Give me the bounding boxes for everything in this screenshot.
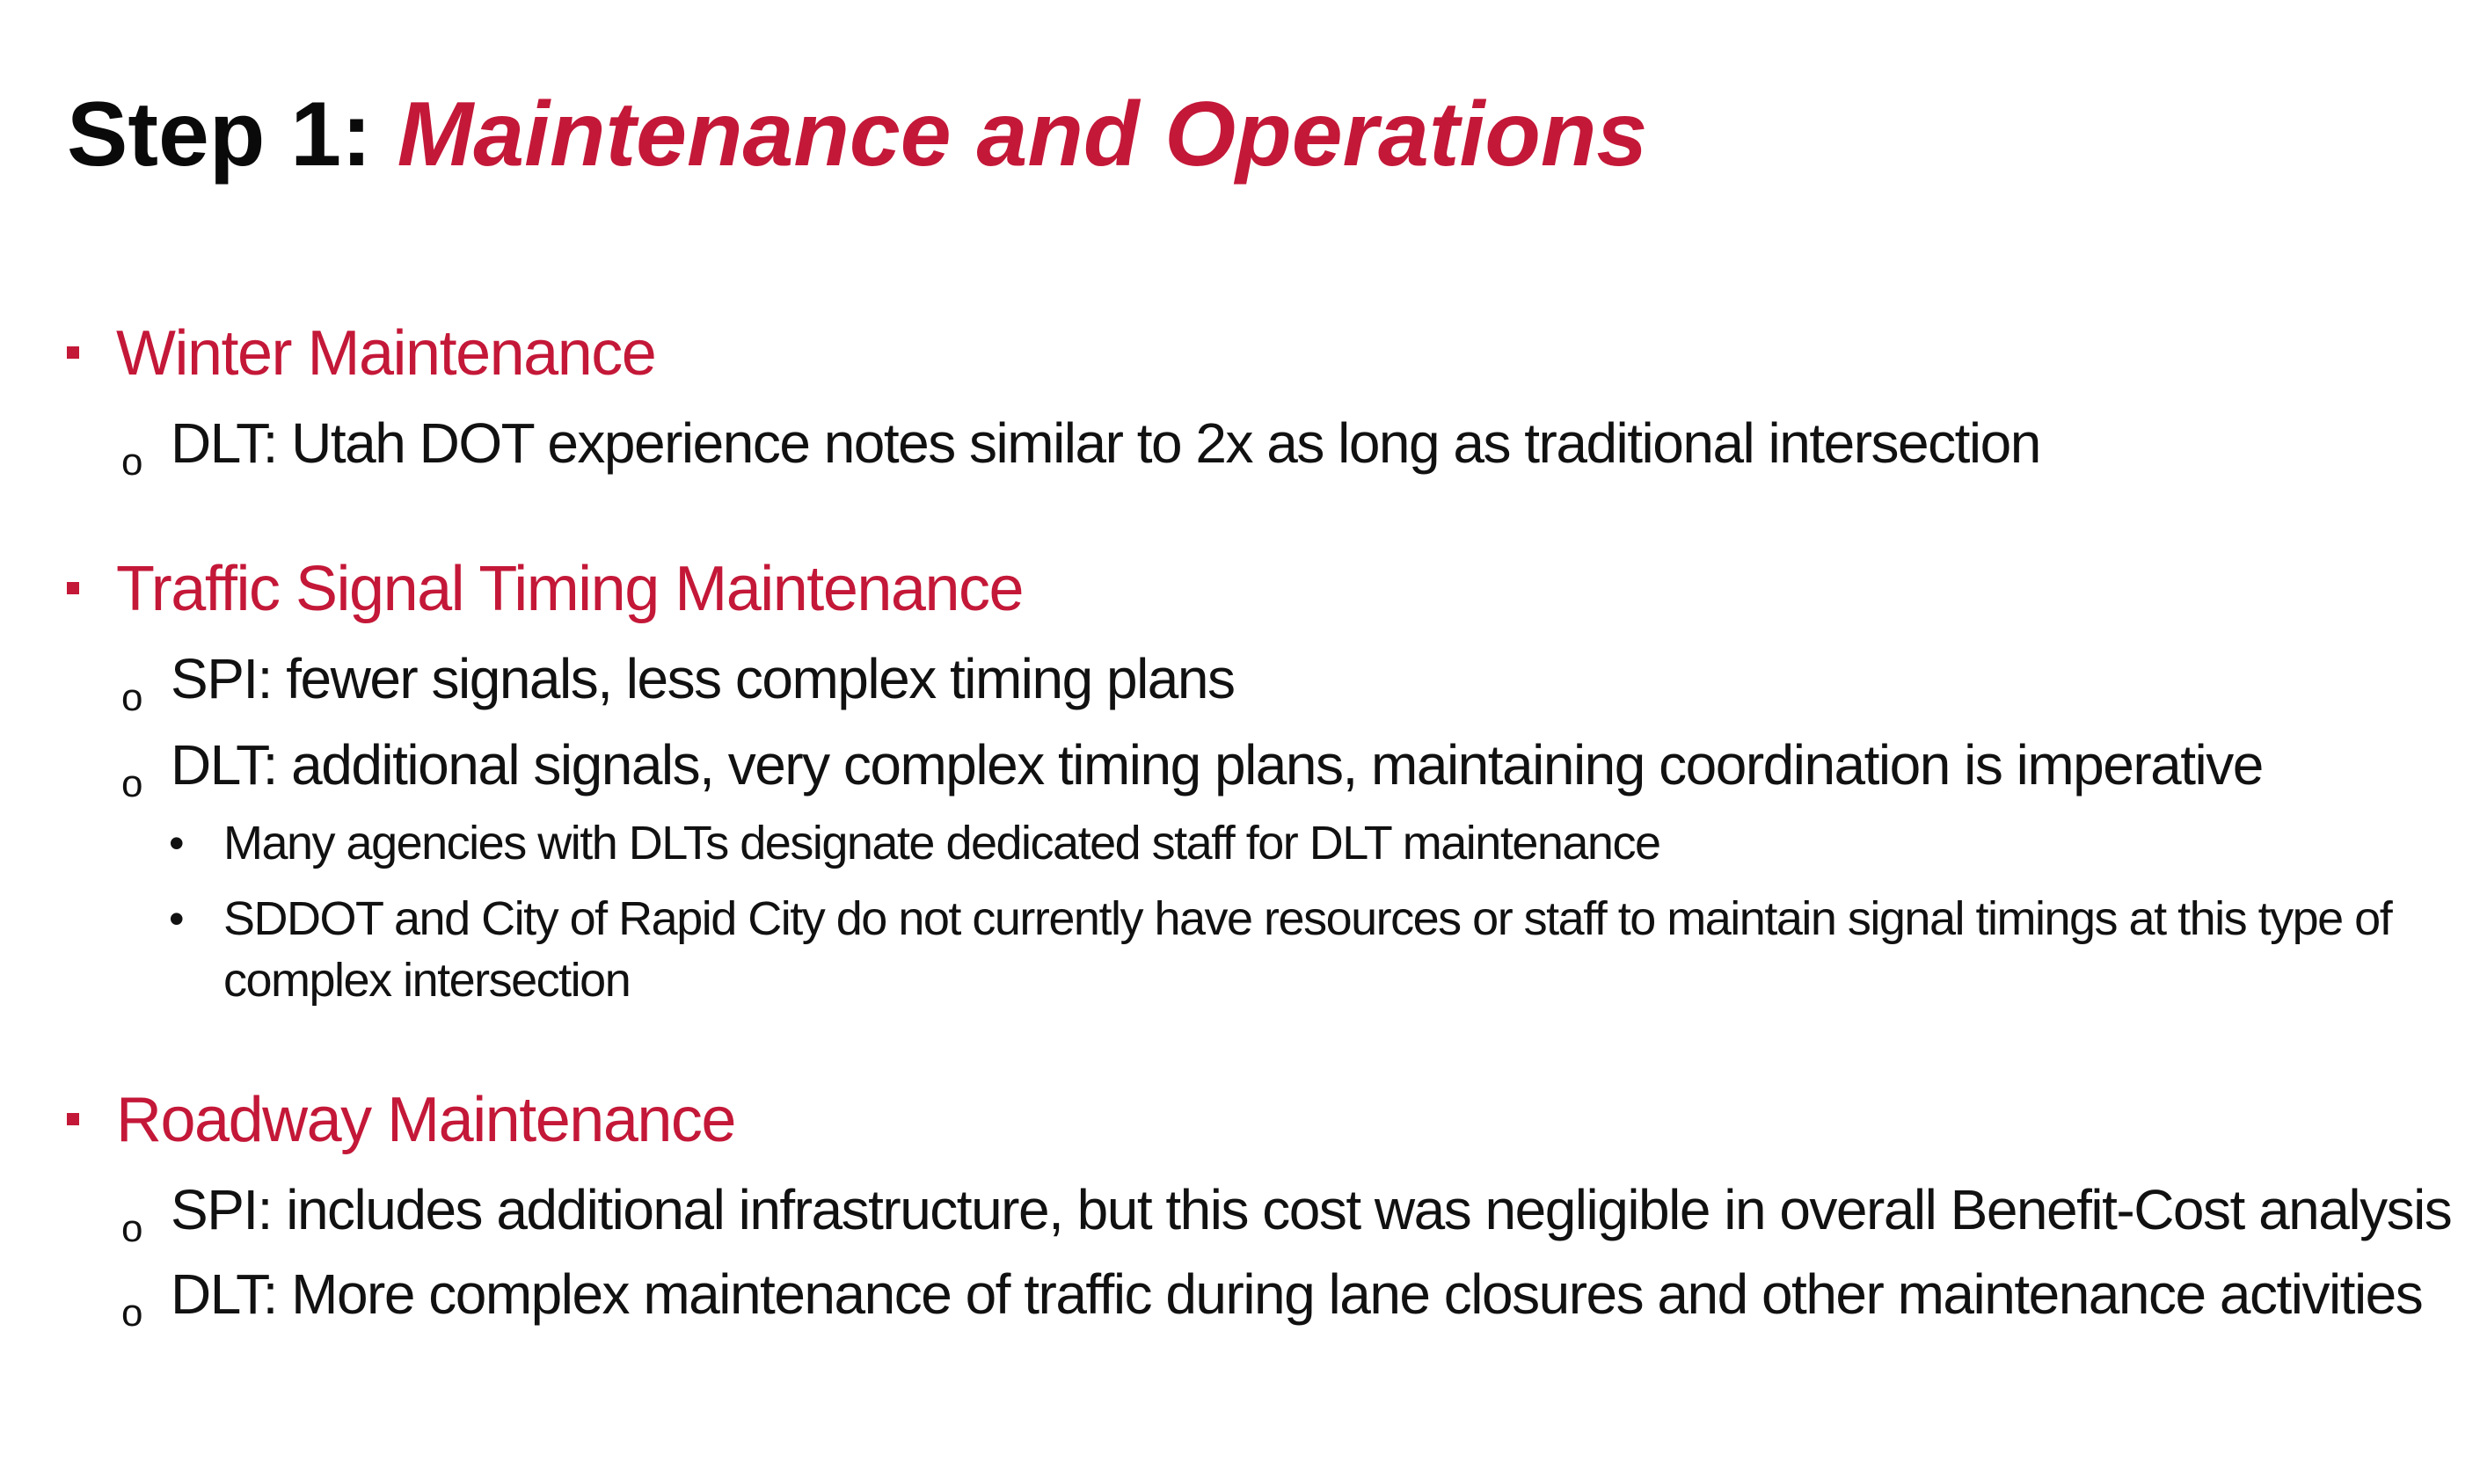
circle-bullet-icon: o (121, 1291, 143, 1335)
list-item-text: DLT: additional signals, very complex timing plans, maintaining coordination is imperative (171, 733, 2263, 797)
list-item (121, 1261, 2423, 1335)
list-item (121, 645, 1235, 719)
list-item (121, 1176, 2452, 1250)
list-item (121, 410, 2040, 484)
circle-bullet-icon: o (121, 762, 143, 805)
dot-bullet-icon: • (169, 894, 184, 943)
section-heading-label: Roadway Maintenance (116, 1085, 735, 1155)
sub-list-item-text-continued: complex intersection (223, 954, 631, 1007)
circle-bullet-icon: o (121, 1207, 143, 1250)
list-item-text: SPI: fewer signals, less complex timing plans (171, 647, 1235, 710)
section-heading-label: Traffic Signal Timing Maintenance (116, 554, 1024, 624)
list-item-text: SPI: includes additional infrastructure, but this cost was negligible in overall Benefit-Cost analysis (171, 1178, 2452, 1241)
square-bullet-icon (67, 1113, 79, 1125)
list-item (121, 731, 2263, 805)
sub-list-item (169, 888, 2392, 1011)
circle-bullet-icon: o (121, 440, 143, 484)
section-heading-label: Winter Maintenance (116, 318, 656, 389)
sub-list-item-text: SDDOT and City of Rapid City do not currently have resources or staff to maintain signal timings at this type of (223, 892, 2392, 945)
square-bullet-icon (67, 582, 79, 594)
square-bullet-icon (67, 346, 79, 359)
list-item-text: DLT: Utah DOT experience notes similar to 2x as long as traditional intersection (171, 411, 2040, 475)
sub-list-item (169, 812, 1660, 874)
circle-bullet-icon: o (121, 676, 143, 719)
list-item-text: DLT: More complex maintenance of traffic during lane closures and other maintenance activities (171, 1262, 2423, 1326)
dot-bullet-icon: • (169, 818, 184, 868)
title-prefix: Step 1: (67, 84, 398, 186)
section-heading-roadway (116, 1083, 735, 1157)
sub-list-item-text: Many agencies with DLTs designate dedicated staff for DLT maintenance (223, 817, 1660, 869)
title-accent: Maintenance and Operations (397, 84, 1648, 186)
section-heading-signal-timing (116, 552, 1023, 626)
section-heading-winter (116, 316, 655, 390)
